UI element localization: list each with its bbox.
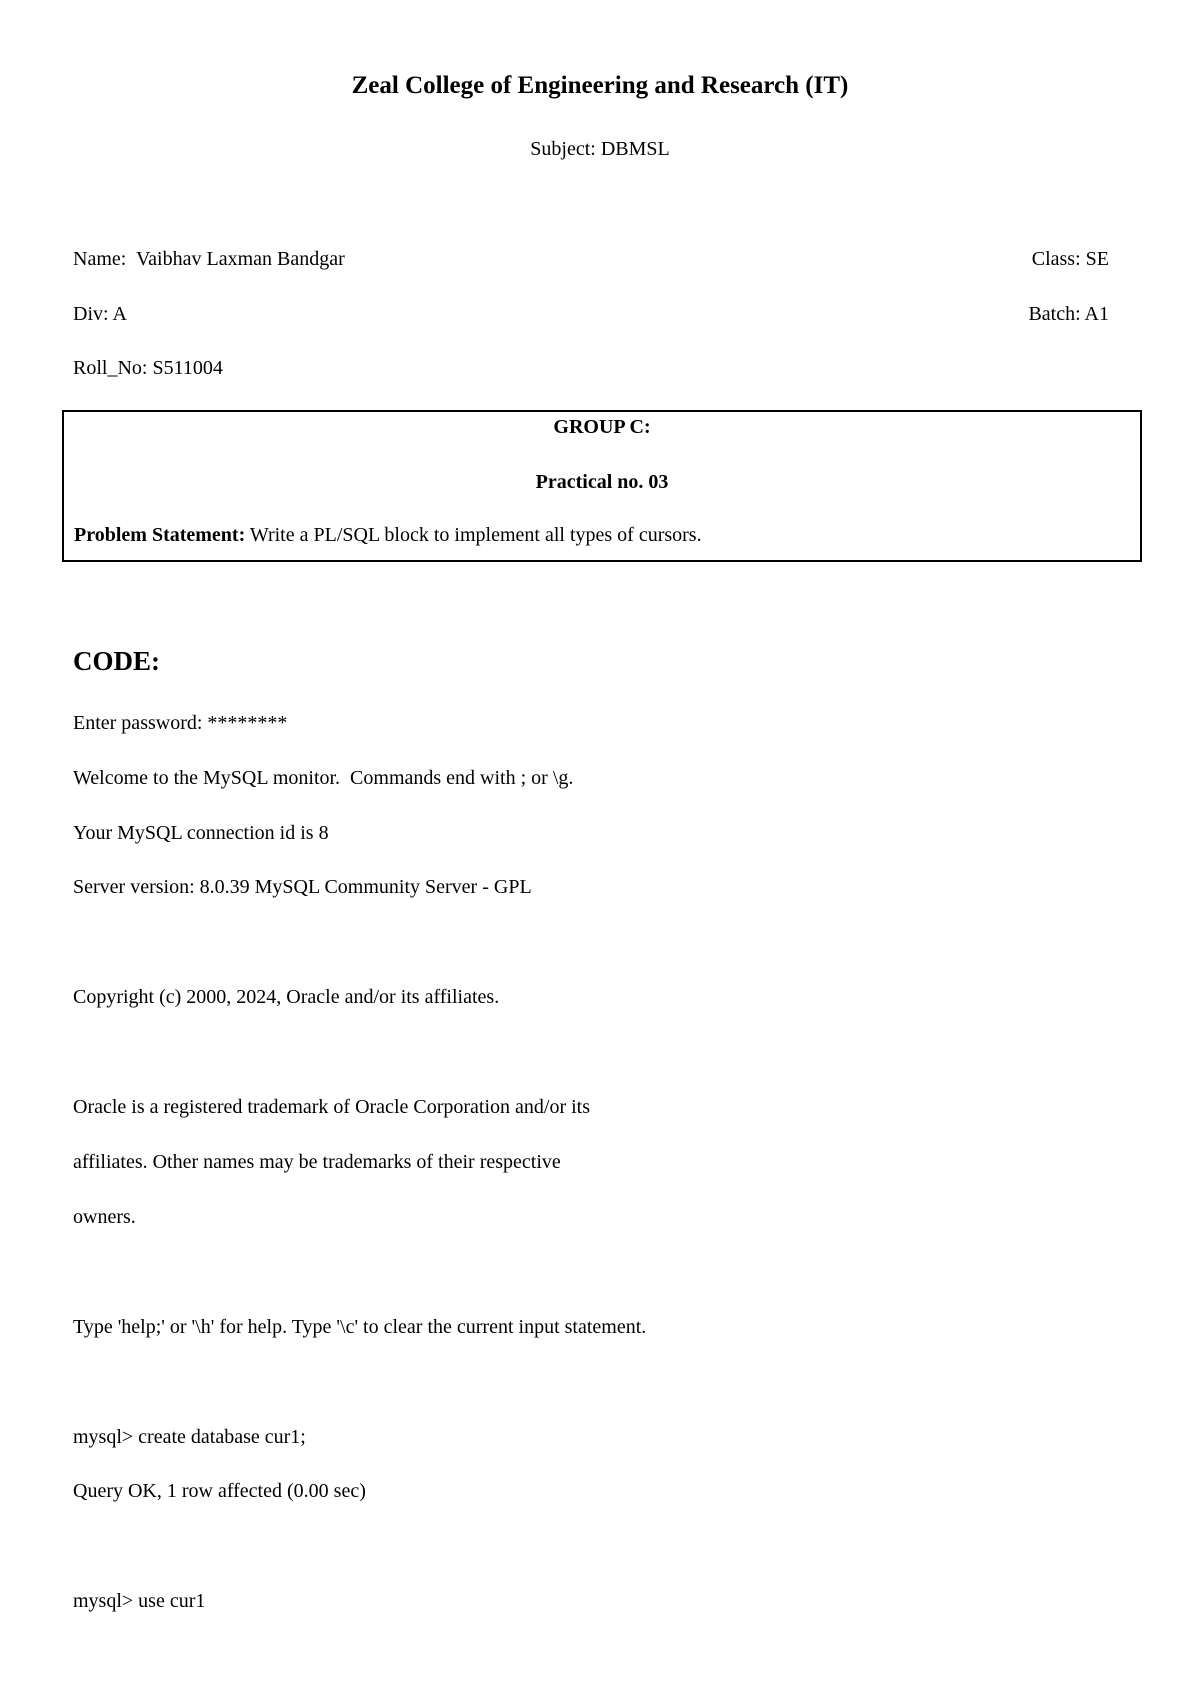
- student-div: Div: A: [73, 303, 127, 325]
- code-line: Query OK, 1 row affected (0.00 sec): [73, 1480, 366, 1502]
- problem-statement: [74, 524, 702, 547]
- group-heading: GROUP C:: [553, 416, 651, 438]
- student-roll-no: Roll_No: S511004: [73, 357, 223, 379]
- subject-line: Subject: DBMSL: [530, 138, 670, 160]
- code-line: affiliates. Other names may be trademarks of their respective: [73, 1151, 561, 1173]
- problem-statement-label: Problem Statement:: [74, 524, 246, 546]
- page-title: Zeal College of Engineering and Research (IT): [351, 72, 849, 99]
- code-line: Enter password: ********: [73, 712, 288, 734]
- code-line: Your MySQL connection id is 8: [73, 822, 329, 844]
- student-name: Name: Vaibhav Laxman Bandgar: [73, 248, 345, 270]
- code-line: Welcome to the MySQL monitor. Commands end with ; or \g.: [73, 767, 574, 789]
- problem-statement-text: Write a PL/SQL block to implement all types of cursors.: [245, 524, 702, 546]
- code-line: Type 'help;' or '\h' for help. Type '\c' to clear the current input statement.: [73, 1316, 647, 1338]
- code-heading: CODE:: [73, 646, 160, 676]
- student-class: Class: SE: [1031, 248, 1109, 270]
- problem-box: [62, 410, 1142, 562]
- code-line: Oracle is a registered trademark of Oracle Corporation and/or its: [73, 1096, 591, 1118]
- code-line: mysql> use cur1: [73, 1590, 206, 1612]
- code-line: owners.: [73, 1206, 136, 1228]
- practical-number: Practical no. 03: [535, 471, 669, 493]
- code-line: Copyright (c) 2000, 2024, Oracle and/or its affiliates.: [73, 986, 500, 1008]
- code-line: mysql> create database cur1;: [73, 1426, 306, 1448]
- code-line: Server version: 8.0.39 MySQL Community Server - GPL: [73, 876, 532, 898]
- student-batch: Batch: A1: [1028, 303, 1109, 325]
